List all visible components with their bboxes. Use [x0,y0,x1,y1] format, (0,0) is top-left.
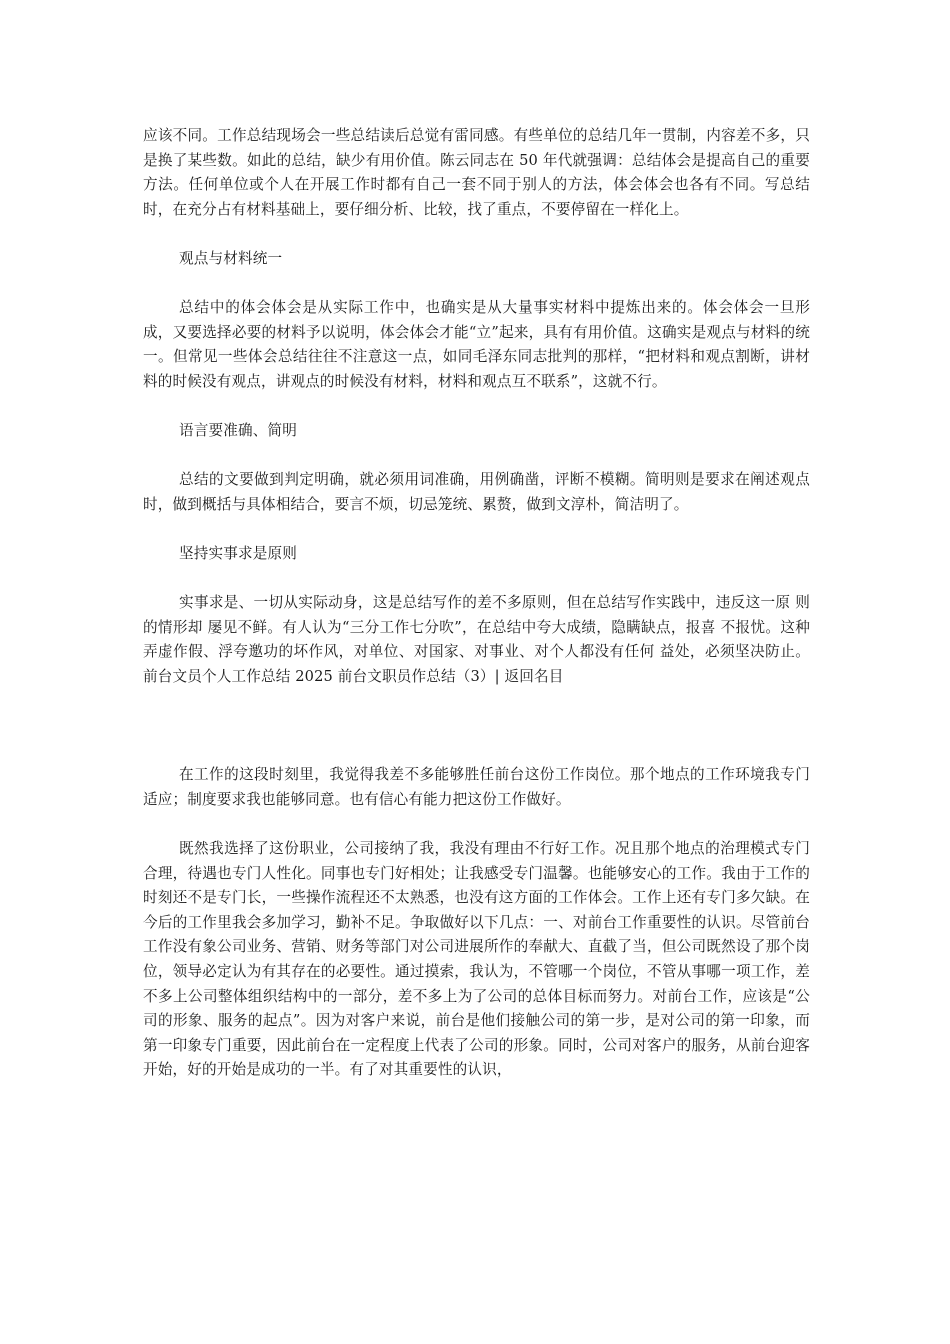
paragraph-1: 应该不同。工作总结现场会一些总结读后总觉有雷同感。有些单位的总结几年一贯制，内容差不多，只是换了某些数。如此的总结，缺少有用价值。陈云同志在 50 年代就强调：总结体会是提高自己的重要方法。任何单位或个人在开展工作时都有自己一套不同于别人的方法，体会体会也各有不同。写总结时，在充分占有材料基础上，要仔细分析、比较，找了重点，不要停留在一样化上。 [143,127,810,218]
paragraph-3: 总结的文要做到判定明确，就必须用词准确，用例确凿，评断不模糊。简明则是要求在阐述观点时，做到概括与具体相结合，要言不烦，切忌笼统、累赘，做到文淳朴，简洁明了。 [143,471,810,513]
paragraph-6: 既然我选择了这份职业，公司接纳了我，我没有理由不行好工作。况且那个地点的治理模式专门合理，待遇也专门人性化。同事也专门好相处；让我感受专门温馨。也能够安心的工作。我由于工作的时刻还不是专门长，一些操作流程还不太熟悉，也没有这方面的工作体会。工作上还有专门多欠缺。在今后的工作里我会多加学习，勤补不足。争取做好以下几点：一、对前台工作重要性的认识。尽管前台工作没有象公司业务、营销、财务等部门对公司进展所作的奉献大、直截了当，但公司既然设了那个岗位，领导必定认为有其存在的必要性。通过摸索，我认为，不管哪一个岗位，不管从事哪一项工作，差不多上公司整体组织结构中的一部分，差不多上为了公司的总体目标而努力。对前台工作，应该是“公司的形象、服务的起点”。因为对客户来说，前台是他们接触公司的第一步，是对公司的第一印象，而第一印象专门重要，因此前台在一定程度上代表了公司的形象。同时，公司对客户的服务，从前台迎客开始，好的开始是成功的一半。有了对其重要性的认识， [143,840,810,1079]
section-heading-language: 语言要准确、简明 [179,422,297,440]
document-page [143,124,810,1108]
paragraph-5: 在工作的这段时刻里，我觉得我差不多能够胜任前台这份工作岗位。那个地点的工作环境我专门适应；制度要求我也能够同意。也有信心有能力把这份工作做好。 [143,766,810,808]
section-break [143,714,810,763]
section-heading-fact-principle: 坚持实事求是原则 [179,545,297,563]
section-heading-viewpoint-material: 观点与材料统一 [179,249,283,267]
paragraph-4: 实事求是、一切从实际动身，这是总结写作的差不多原则，但在总结写作实践中，违反这一原 则的情形却 屡见不鲜。有人认为“三分工作七分吹”，在总结中夸大成绩，隐瞒缺点，报喜 不报忧。这种弄虚作假、浮夸邀功的坏作风，对单位、对国家、对事业、对个人都没有任何 益处，必须坚决防止。前台文员个人工作总结 2025 前台文职员作总结（3）| 返回名目 [143,594,810,686]
paragraph-2: 总结中的体会体会是从实际工作中，也确实是从大量事实材料中提炼出来的。体会体会一旦形成，又要选择必要的材料予以说明，体会体会才能“立”起来，具有有用价值。这确实是观点与材料的统一。但常见一些体会总结往往不注意这一点，如同毛泽东同志批判的那样，“把材料和观点割断，讲材料的时候没有观点，讲观点的时候没有材料，材料和观点互不联系”，这就不行。 [143,299,810,390]
